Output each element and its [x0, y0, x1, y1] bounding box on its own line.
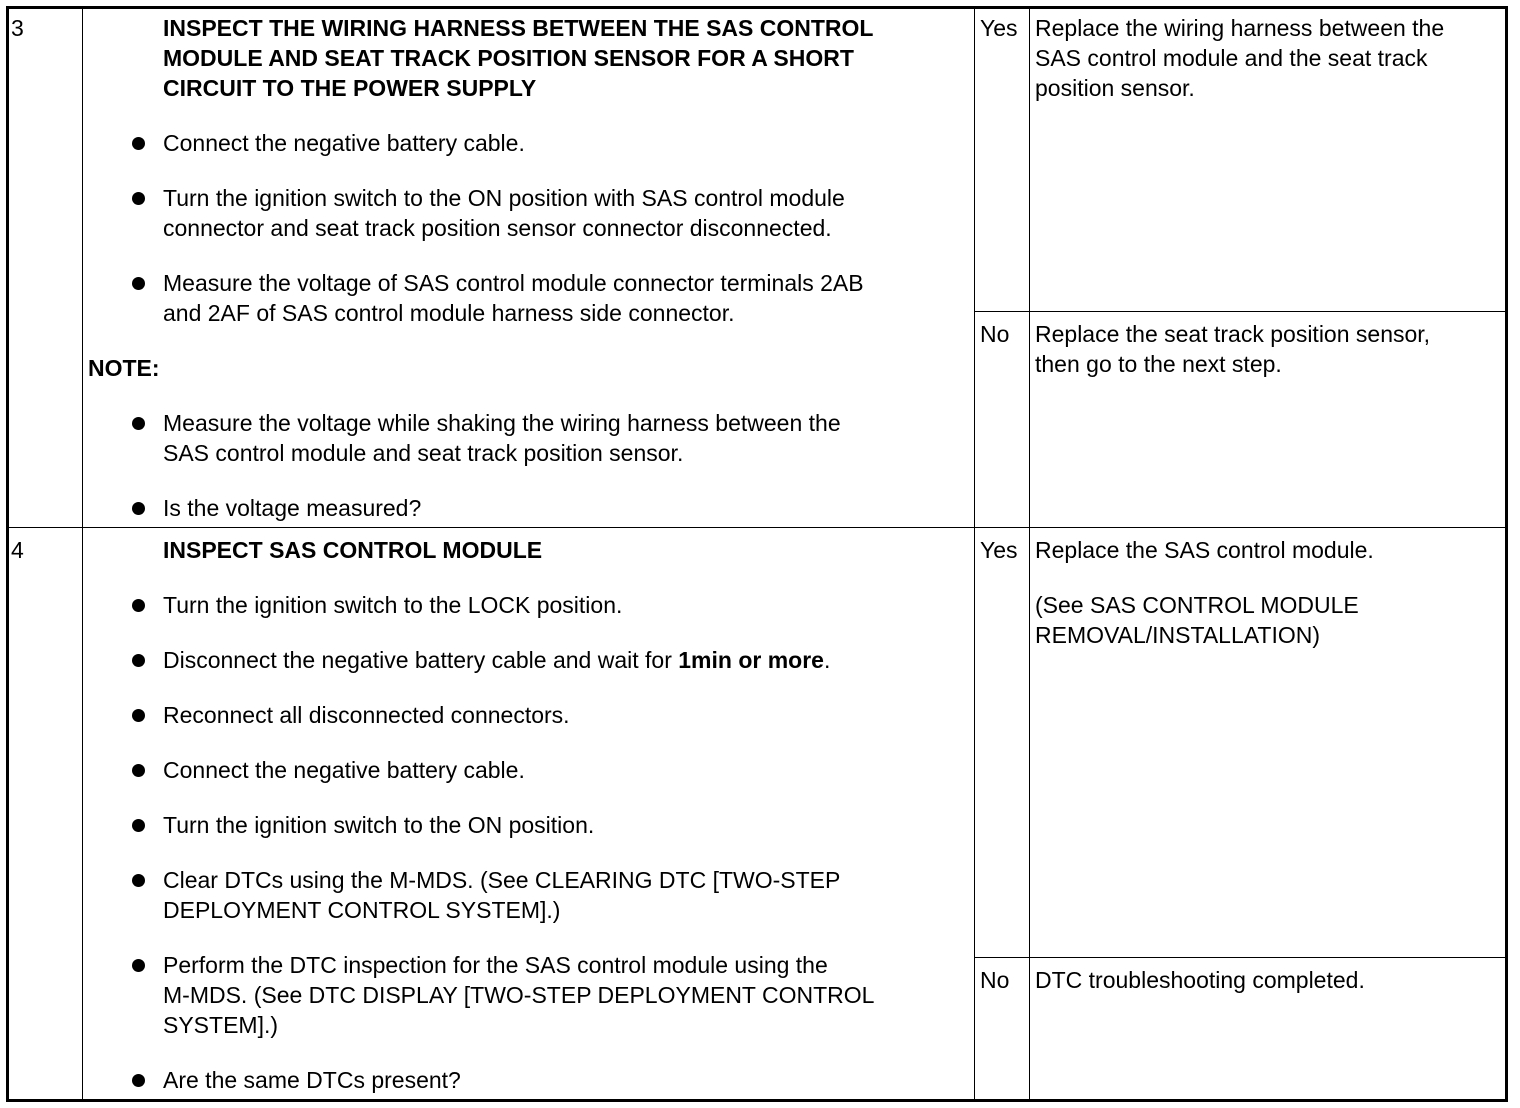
table-border-bottom	[6, 1099, 1508, 1102]
step-title-line: INSPECT SAS CONTROL MODULE	[163, 537, 543, 563]
bullet-icon	[132, 959, 145, 972]
no-label: No	[980, 321, 1010, 347]
note-label: NOTE:	[88, 355, 160, 381]
column-divider-action	[1029, 6, 1030, 1102]
table-border-left	[6, 6, 9, 1102]
yes-label: Yes	[980, 15, 1018, 41]
instruction-text: connector and seat track position sensor connector disconnected.	[163, 215, 832, 241]
bullet-icon	[132, 764, 145, 777]
step-number: 3	[11, 15, 24, 41]
table-border-top	[6, 6, 1508, 9]
instruction-text: Turn the ignition switch to the LOCK position.	[163, 592, 623, 618]
no-label: No	[980, 967, 1010, 993]
bullet-icon	[132, 502, 145, 515]
instruction-text: Clear DTCs using the M-MDS. (See CLEARING DTC [TWO-STEP	[163, 867, 841, 893]
yes-action-text: Replace the wiring harness between the	[1035, 15, 1445, 41]
reference-text: (See SAS CONTROL MODULE	[1035, 592, 1359, 618]
instruction-text: DEPLOYMENT CONTROL SYSTEM].)	[163, 897, 561, 923]
reference-text: REMOVAL/INSTALLATION)	[1035, 622, 1320, 648]
instruction-text-part: Disconnect the negative battery cable and wait for	[163, 647, 679, 673]
bullet-icon	[132, 277, 145, 290]
instruction-text: Turn the ignition switch to the ON position.	[163, 812, 595, 838]
table-border-right	[1505, 6, 1508, 1102]
row-divider	[6, 527, 1508, 528]
no-action-text: Replace the seat track position sensor,	[1035, 321, 1431, 347]
step-title-line: CIRCUIT TO THE POWER SUPPLY	[163, 75, 537, 101]
instruction-text: Connect the negative battery cable.	[163, 757, 525, 783]
instruction-text: Measure the voltage of SAS control module connector terminals 2AB	[163, 270, 864, 296]
column-divider-step	[82, 6, 83, 1102]
instruction-text: Turn the ignition switch to the ON position with SAS control module	[163, 185, 845, 211]
yes-action-text: Replace the SAS control module.	[1035, 537, 1374, 563]
bullet-icon	[132, 709, 145, 722]
instruction-text: Reconnect all disconnected connectors.	[163, 702, 570, 728]
column-divider-result	[974, 6, 975, 1102]
instruction-text	[163, 645, 830, 675]
no-action-text: DTC troubleshooting completed.	[1035, 967, 1365, 993]
step-title-line: INSPECT THE WIRING HARNESS BETWEEN THE SAS CONTROL	[163, 15, 874, 41]
bullet-icon	[132, 599, 145, 612]
instruction-text: Are the same DTCs present?	[163, 1067, 461, 1093]
wait-time-emphasis: 1min or more	[678, 647, 824, 673]
yes-label: Yes	[980, 537, 1018, 563]
instruction-text: Perform the DTC inspection for the SAS control module using the	[163, 952, 828, 978]
instruction-text: Connect the negative battery cable.	[163, 130, 525, 156]
step3-yes-no-divider	[974, 311, 1506, 312]
instruction-text: Is the voltage measured?	[163, 495, 422, 521]
instruction-text: and 2AF of SAS control module harness side connector.	[163, 300, 735, 326]
bullet-icon	[132, 417, 145, 430]
bullet-icon	[132, 192, 145, 205]
yes-action-text: position sensor.	[1035, 75, 1195, 101]
bullet-icon	[132, 819, 145, 832]
step-number: 4	[11, 537, 24, 563]
yes-action-text: SAS control module and the seat track	[1035, 45, 1428, 71]
bullet-icon	[132, 1074, 145, 1087]
instruction-text-part: .	[823, 647, 831, 673]
instruction-text: SAS control module and seat track position sensor.	[163, 440, 684, 466]
step-title-line: MODULE AND SEAT TRACK POSITION SENSOR FOR A SHORT	[163, 45, 854, 71]
instruction-text: M-MDS. (See DTC DISPLAY [TWO-STEP DEPLOYMENT CONTROL	[163, 982, 875, 1008]
instruction-text: Measure the voltage while shaking the wiring harness between the	[163, 410, 841, 436]
bullet-icon	[132, 137, 145, 150]
step4-yes-no-divider	[974, 957, 1506, 958]
bullet-icon	[132, 874, 145, 887]
instruction-text: SYSTEM].)	[163, 1012, 279, 1038]
no-action-text: then go to the next step.	[1035, 351, 1282, 377]
bullet-icon	[132, 654, 145, 667]
